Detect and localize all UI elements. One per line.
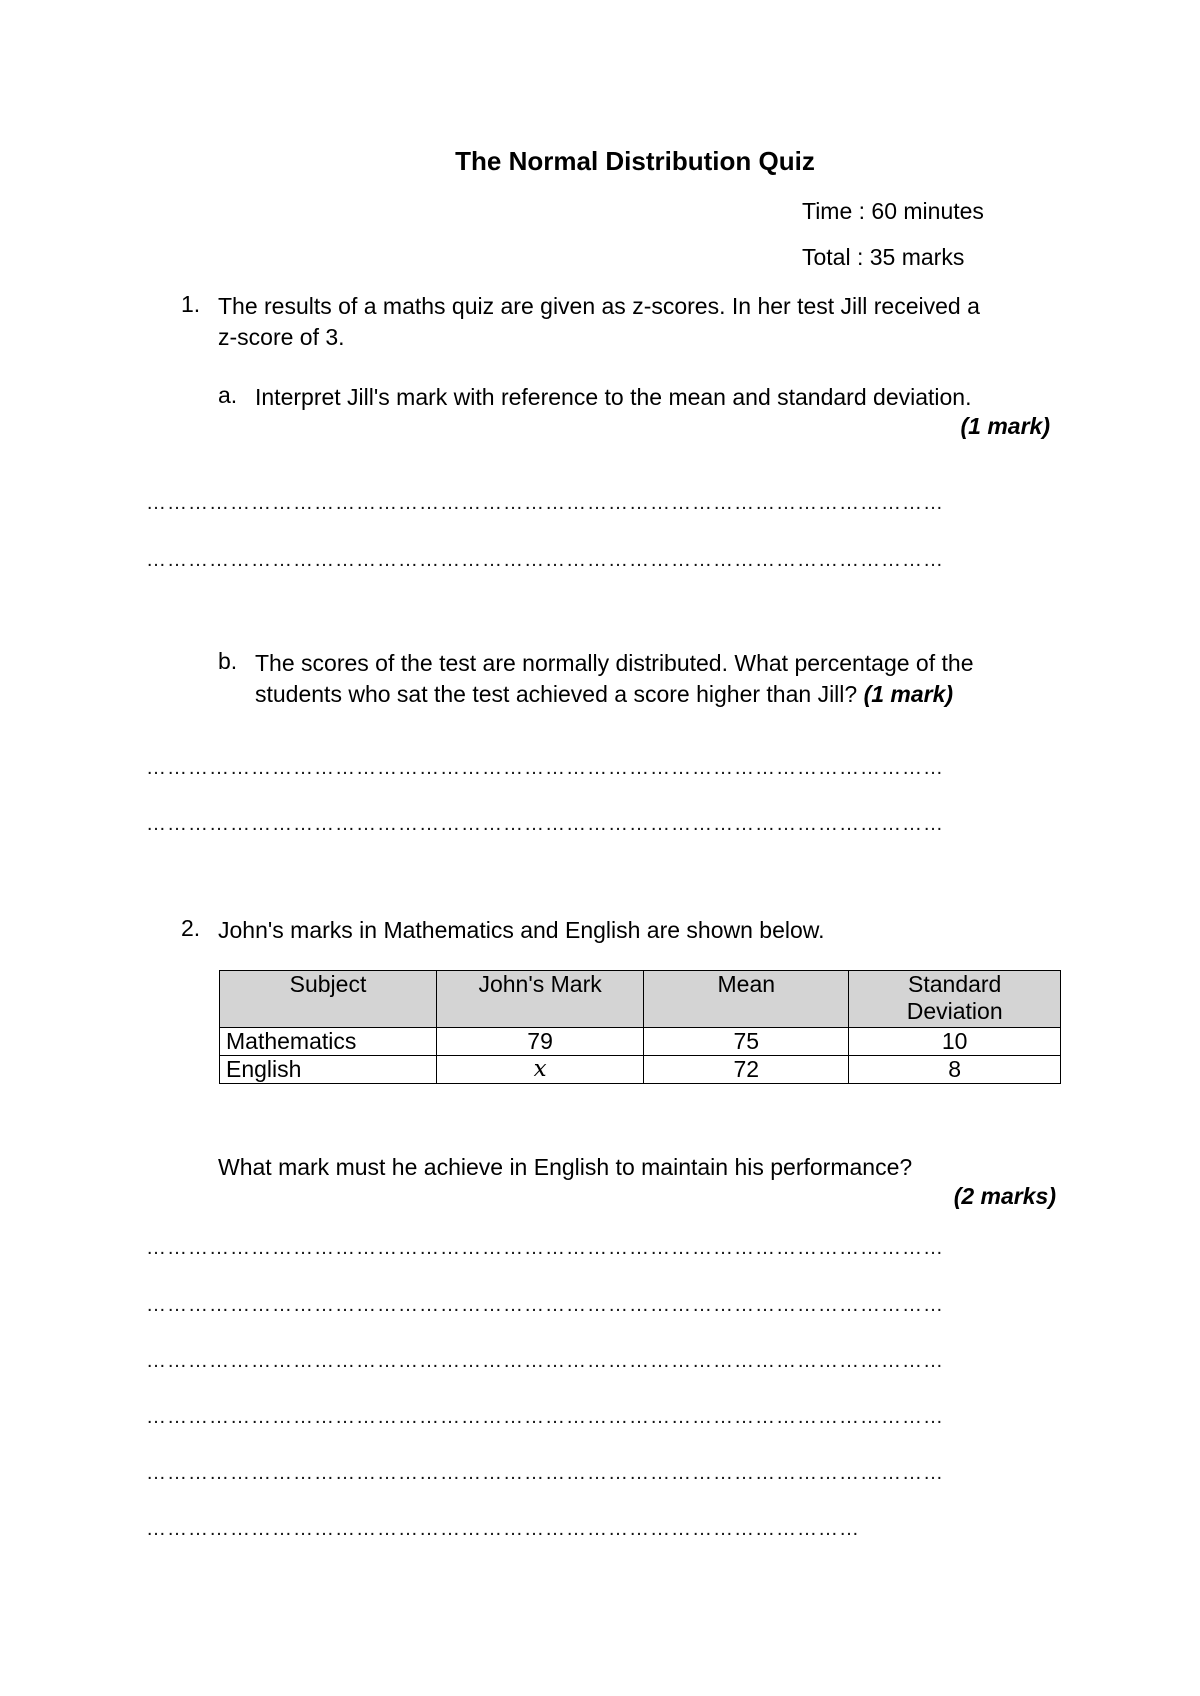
question-1-line-2: z-score of 3. (218, 324, 345, 350)
cell-mean: 75 (644, 1028, 849, 1056)
time-allowed: Time : 60 minutes (802, 198, 984, 224)
cell-johns-mark: 79 (436, 1028, 643, 1056)
question-2-text: John's marks in Mathematics and English are shown below. (218, 917, 825, 943)
answer-line: …………………………………………………………………………………………………… (146, 1294, 944, 1316)
page-title: The Normal Distribution Quiz (455, 146, 815, 176)
answer-line: …………………………………………………………………………………………………… (146, 549, 944, 571)
answer-line: …………………………………………………………………………………………………… (146, 1237, 944, 1259)
question-2-number: 2. (181, 915, 201, 941)
question-1b-line-1: The scores of the test are normally distributed. What percentage of the (255, 650, 974, 676)
cell-standard-deviation: 8 (849, 1056, 1061, 1084)
answer-line: …………………………………………………………………………………………………… (146, 813, 944, 835)
header-standard-deviation-line-1: Standard (908, 971, 1002, 997)
cell-johns-mark: x (436, 1056, 643, 1084)
question-2-prompt: What mark must he achieve in English to maintain his performance? (218, 1154, 913, 1180)
cell-subject: English (220, 1056, 437, 1084)
question-1b-marks: (1 mark) (863, 681, 954, 707)
header-johns-mark: John's Mark (436, 971, 643, 1028)
question-1b-line-2 (255, 679, 953, 710)
header-mean: Mean (644, 971, 849, 1028)
answer-line: …………………………………………………………………………………………………… (146, 1406, 944, 1428)
question-1a-marks: (1 mark) (960, 413, 1050, 439)
question-2-marks: (2 marks) (953, 1183, 1056, 1209)
question-1-number: 1. (181, 291, 201, 317)
table-row (220, 1056, 1061, 1084)
cell-standard-deviation: 10 (849, 1028, 1061, 1056)
question-1b-line-2-text: students who sat the test achieved a score higher than Jill? (255, 681, 858, 707)
cell-mean: 72 (644, 1056, 849, 1084)
table-header-row (220, 971, 1061, 1028)
header-subject: Subject (220, 971, 437, 1028)
answer-line: ………………………………………………………………………………………… (146, 1518, 860, 1540)
answer-line: …………………………………………………………………………………………………… (146, 1350, 944, 1372)
cell-subject: Mathematics (220, 1028, 437, 1056)
answer-line: …………………………………………………………………………………………………… (146, 1462, 944, 1484)
total-marks: Total : 35 marks (802, 244, 965, 270)
marks-table (219, 970, 1061, 1084)
question-1a-label: a. (218, 382, 238, 408)
answer-line: …………………………………………………………………………………………………… (146, 492, 944, 514)
question-1a-text: Interpret Jill's mark with reference to the mean and standard deviation. (255, 384, 972, 410)
header-standard-deviation (849, 971, 1061, 1028)
answer-line: …………………………………………………………………………………………………… (146, 757, 944, 779)
question-1b-label: b. (218, 648, 238, 674)
header-standard-deviation-line-2: Deviation (906, 998, 1003, 1024)
question-1-line-1: The results of a maths quiz are given as z-scores. In her test Jill received a (218, 293, 980, 319)
table-row (220, 1028, 1061, 1056)
